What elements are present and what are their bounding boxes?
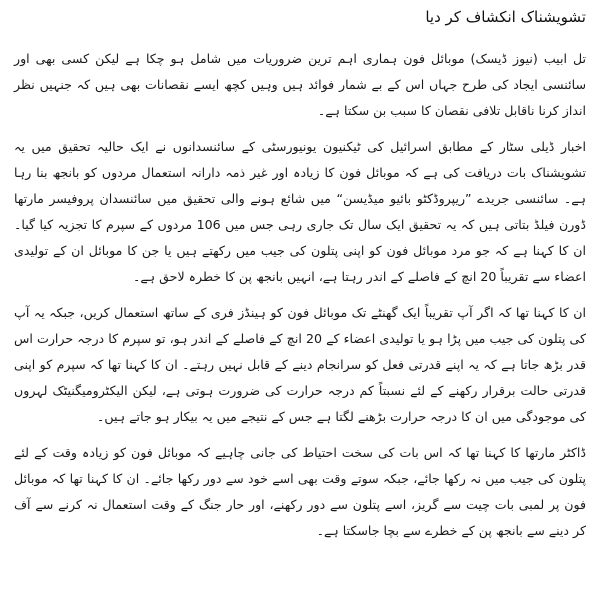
article-paragraph-1: تل ابیب (نیوز ڈیسک) موبائل فون ہماری اہم ترین ضروریات میں شامل ہو چکا ہے لیکن کسی بھی اور سائنسی ایجاد کی طرح جہاں اس کے بے شمار فوائد ہیں وہیں کچھ ایسے نقصانات بھی ہیں کہ جنہیں نظر انداز کرنا ناقابل تلافی نقصان کا سبب بن سکتا ہے۔ — [14, 51, 586, 118]
article-paragraph-4: ڈاکٹر مارتھا کا کہنا تھا کہ اس بات کی سخت احتیاط کی جانی چاہیے کہ موبائل فون کو زیادہ وقت کے لئے پتلون کی جیب میں نہ رکھا جائے، جبکہ سوتے وقت بھی اسے خود سے دور رکھا جائے۔ ان کا کہنا تھا کہ موبائل فون پر لمبی بات چیت سے گریز، اسے پتلون سے دور رکھنے، اور حار جنگ کے وقت استعمال نہ کرنے سے آف کر دینے سے بانجھ پن کے خطرے سے بچا جاسکتا ہے۔ — [14, 445, 586, 538]
article-headline: تشویشناک انکشاف کر دیا — [425, 8, 586, 26]
article — [14, 6, 586, 544]
article-paragraph-2: اخبار ڈیلی سٹار کے مطابق اسرائیل کی ٹیکنیون یونیورسٹی کے سائنسدانوں نے ایک حالیہ تحقیق میں یہ تشویشناک بات دریافت کی ہے کہ موبائل فون کا زیادہ اور غیر ذمہ دارانہ استعمال مردوں کو بانجھ بنا رہا ہے۔ سائنسی جریدے ”ریپروڈکٹو بائیو میڈیسن“ میں شائع ہونے والی تحقیق میں سائنسدان پروفیسر مارتھا ڈورن فیلڈ بتاتی ہیں کہ یہ تحقیق ایک سال تک جاری رہی جس میں 106 مردوں کے سپرم کا تجزیہ کیا گیا۔ ان کا کہنا ہے کہ جو مرد موبائل فون کو اپنی پتلون کی جیب میں رکھتے ہیں یا جن کا موبائل ان کے تولیدی اعضاء سے تقریباً 20 انچ کے فاصلے کے اندر رہتا ہے، انہیں بانجھ پن کا خطرہ لاحق ہے۔ — [14, 139, 586, 284]
article-paragraph-3: ان کا کہنا تھا کہ اگر آپ تقریباً ایک گھنٹے تک موبائل فون کو ہینڈز فری کے ساتھ استعمال کریں، جبکہ یہ آپ کی پتلون کی جیب میں پڑا ہو یا تولیدی اعضاء کے 20 انچ کے فاصلے کے اندر ہو، تو سپرم کا درجہ حرارت اس قدر بڑھ جاتا ہے کہ یہ اپنے قدرتی فعل کو سرانجام دینے کے قابل نہیں رہتے۔ ان کا کہنا تھا کہ سپرم کو اپنی قدرتی حالت برقرار رکھنے کے لئے نسبتاً کم درجہ حرارت کی ضرورت ہوتی ہے، لیکن الیکٹرومیگنیٹک لہروں کی موجودگی میں ان کا درجہ حرارت بڑھنے لگتا ہے جس کے نتیجے میں یہ بیکار ہو جاتے ہیں۔ — [14, 305, 586, 424]
